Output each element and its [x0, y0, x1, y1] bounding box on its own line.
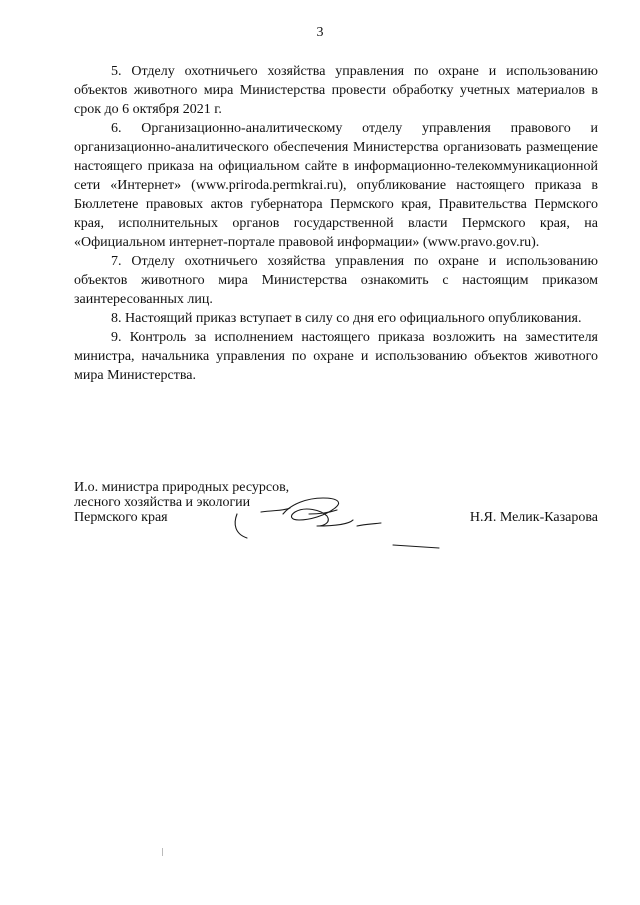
signatory-title-line-3: Пермского края [74, 510, 168, 525]
paragraph-6: 6. Организационно-аналитическому отделу управления правового и организационно-аналитического обеспечения Министерства организовать размещение настоящего приказа на официальном сайте в информационно-телекоммуникационной сети «Интернет» (www.priroda.permkrai.ru), опубликование настоящего приказа в Бюллетене правовых актов губернатора Пермского края, Правительства Пермского края, исполнительных органов государственной власти Пермского края, на «Официальном интернет-портале правовой информации» (www.pravo.gov.ru). [74, 121, 598, 250]
scan-artifact [162, 848, 163, 856]
paragraph-9: 9. Контроль за исполнением настоящего приказа возложить на заместителя министра, начальника управления по охране и использованию объектов животного мира Министерства. [74, 330, 598, 383]
paragraph-8: 8. Настоящий приказ вступает в силу со дня его официального опубликования. [111, 311, 582, 326]
paragraph-5: 5. Отделу охотничьего хозяйства управления по охране и использованию объектов животного мира Министерства провести обработку учетных материалов в срок до 6 октября 2021 г. [74, 64, 598, 117]
signatory-title-line-2: лесного хозяйства и экологии [74, 495, 251, 510]
page-number: 3 [316, 25, 324, 40]
paragraph-7: 7. Отделу охотничьего хозяйства управления по охране и использованию объектов животного мира Министерства ознакомить с настоящим приказом заинтересованных лиц. [74, 254, 598, 307]
document-body [74, 62, 598, 385]
handwritten-signature [225, 490, 450, 555]
signatory-name: Н.Я. Мелик-Казарова [469, 510, 598, 525]
signatory-title-line-1: И.о. министра природных ресурсов, [74, 480, 290, 495]
